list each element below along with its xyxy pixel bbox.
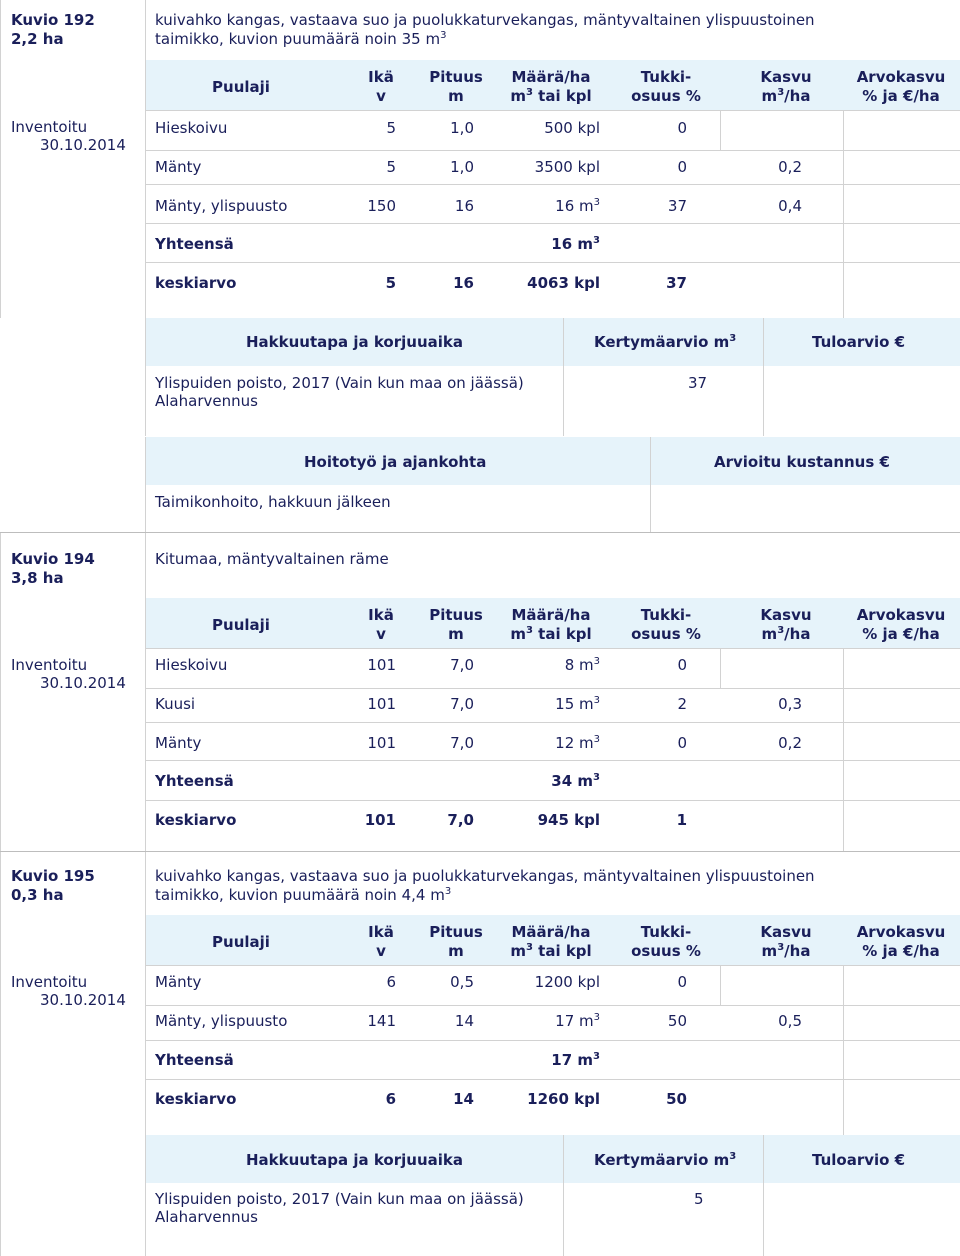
cut-method-line2: Alaharvennus: [155, 392, 258, 410]
kuvio-title: Kuvio 192: [11, 11, 95, 29]
cell-amount: 3500 kpl: [534, 158, 600, 176]
cell-species: Hieskoivu: [155, 119, 228, 137]
col-species: Puulaji: [212, 78, 270, 96]
cell-species: Kuusi: [155, 695, 196, 713]
cell-height: 16: [454, 197, 474, 215]
cut-header: Hakkuutapa ja korjuuaika: [246, 333, 463, 351]
cell-height: 1,0: [450, 119, 474, 137]
col-age: Ikä v: [368, 68, 394, 105]
average-label: keskiarvo: [155, 274, 237, 292]
kuvio-area: 2,2 ha: [11, 30, 64, 48]
col-age: Ikä v: [368, 606, 394, 643]
cut-header: Hakkuutapa ja korjuuaika: [246, 1151, 463, 1169]
average-height: 7,0: [447, 811, 474, 829]
average-share: 37: [666, 274, 687, 292]
average-age: 5: [385, 274, 396, 292]
cell-share: 0: [677, 973, 687, 991]
cut-plan-header: [146, 1135, 960, 1183]
cell-amount: 500 kpl: [544, 119, 600, 137]
average-age: 6: [385, 1090, 396, 1108]
average-amount: 4063 kpl: [527, 274, 600, 292]
col-height: Pituus m: [429, 923, 483, 960]
cell-age: 5: [386, 158, 396, 176]
cell-height: 1,0: [450, 158, 474, 176]
col-species: Puulaji: [212, 616, 270, 634]
kuvio-description: Kitumaa, mäntyvaltainen räme: [155, 550, 389, 568]
total-amount: 34 $m^3$: [551, 772, 600, 790]
cell-growth: 0,5: [778, 1012, 802, 1030]
income-header: Tuloarvio €: [812, 333, 906, 351]
cut-volume: 37: [688, 374, 708, 392]
average-height: 14: [453, 1090, 474, 1108]
cell-age: 101: [367, 695, 396, 713]
average-age: 101: [364, 811, 396, 829]
cell-species: Hieskoivu: [155, 656, 228, 674]
kuvio-area: 3,8 ha: [11, 569, 64, 587]
average-label: keskiarvo: [155, 1090, 237, 1108]
average-label: keskiarvo: [155, 811, 237, 829]
col-height: Pituus m: [429, 606, 483, 643]
inventory-date: 30.10.2014: [40, 991, 126, 1009]
average-amount: 1260 kpl: [527, 1090, 600, 1108]
kuvio-description-line2: taimikko, kuvion puumäärä noin 35 $m^3$: [155, 30, 447, 48]
cell-species: Mänty: [155, 973, 202, 991]
cell-species: Mänty, ylispuusto: [155, 197, 288, 215]
cell-height: 14: [454, 1012, 474, 1030]
care-task: Taimikonhoito, hakkuun jälkeen: [155, 493, 391, 511]
cell-age: 150: [367, 197, 396, 215]
cell-age: 5: [386, 119, 396, 137]
average-height: 16: [453, 274, 474, 292]
cell-species: Mänty: [155, 158, 202, 176]
col-value: Arvokasvu % ja €/ha: [856, 606, 946, 643]
cell-amount: 1200 kpl: [534, 973, 600, 991]
cell-growth: 0,4: [778, 197, 802, 215]
total-label: Yhteensä: [155, 1051, 234, 1069]
cell-height: 7,0: [450, 734, 474, 752]
average-amount: 945 kpl: [537, 811, 600, 829]
cut-method: Ylispuiden poisto, 2017 (Vain kun maa on jäässä): [155, 374, 524, 392]
col-growth: Kasvu $m^3/ha$: [760, 923, 812, 960]
kuvio-description: kuivahko kangas, vastaava suo ja puolukkaturvekangas, mäntyvaltainen ylispuustoinen: [155, 11, 815, 29]
inventory-date: 30.10.2014: [40, 674, 126, 692]
table-header: [146, 915, 960, 965]
cell-height: 7,0: [450, 656, 474, 674]
col-amount: Määrä/ha $m^3$ tai kpl: [510, 606, 592, 643]
cell-amount: 16 $m^3$: [555, 197, 600, 215]
cell-share: 0: [677, 119, 687, 137]
inventory-date: 30.10.2014: [40, 136, 126, 154]
cut-method-line2: Alaharvennus: [155, 1208, 258, 1226]
cell-share: 2: [677, 695, 687, 713]
inventory-label: Inventoitu: [11, 656, 88, 674]
col-share: Tukki- osuus %: [631, 68, 701, 105]
kuvio-title: Kuvio 194: [11, 550, 95, 568]
cell-share: 0: [677, 734, 687, 752]
cell-age: 101: [367, 656, 396, 674]
cut-volume: 5: [694, 1190, 704, 1208]
kuvio-area: 0,3 ha: [11, 886, 64, 904]
cell-amount: 15 $m^3$: [555, 695, 600, 713]
cell-age: 141: [367, 1012, 396, 1030]
cell-share: 0: [677, 158, 687, 176]
col-amount: Määrä/ha $m^3$ tai kpl: [510, 923, 592, 960]
cell-share: 0: [677, 656, 687, 674]
inventory-label: Inventoitu: [11, 118, 88, 136]
average-share: 50: [666, 1090, 687, 1108]
cell-growth: 0,2: [778, 734, 802, 752]
table-header: [146, 60, 960, 110]
cell-species: Mänty, ylispuusto: [155, 1012, 288, 1030]
col-value: Arvokasvu % ja €/ha: [856, 68, 946, 105]
inventory-label: Inventoitu: [11, 973, 88, 991]
cell-species: Mänty: [155, 734, 202, 752]
col-share: Tukki- osuus %: [631, 606, 701, 643]
volume-header: Kertymäarvio $m^3$: [594, 333, 737, 351]
kuvio-description-line2: taimikko, kuvion puumäärä noin 4,4 $m^3$: [155, 886, 452, 904]
col-age: Ikä v: [368, 923, 394, 960]
col-height: Pituus m: [429, 68, 483, 105]
kuvio-title: Kuvio 195: [11, 867, 95, 885]
table-header: [146, 598, 960, 648]
cell-amount: 12 $m^3$: [555, 734, 600, 752]
care-plan-header: [146, 437, 960, 485]
cell-age: 6: [386, 973, 396, 991]
kuvio-description: kuivahko kangas, vastaava suo ja puolukkaturvekangas, mäntyvaltainen ylispuustoinen: [155, 867, 815, 885]
cell-growth: 0,2: [778, 158, 802, 176]
col-species: Puulaji: [212, 933, 270, 951]
care-header: Hoitotyö ja ajankohta: [304, 453, 487, 471]
volume-header: Kertymäarvio $m^3$: [594, 1151, 737, 1169]
income-header: Tuloarvio €: [812, 1151, 906, 1169]
cell-height: 7,0: [450, 695, 474, 713]
col-value: Arvokasvu % ja €/ha: [856, 923, 946, 960]
cut-method: Ylispuiden poisto, 2017 (Vain kun maa on jäässä): [155, 1190, 524, 1208]
col-growth: Kasvu $m^3/ha$: [760, 606, 812, 643]
cell-growth: 0,3: [778, 695, 802, 713]
cost-header: Arvioitu kustannus €: [714, 453, 890, 471]
cell-height: 0,5: [450, 973, 474, 991]
cut-plan-header: [146, 318, 960, 366]
cell-share: 37: [667, 197, 687, 215]
cell-age: 101: [367, 734, 396, 752]
total-label: Yhteensä: [155, 235, 234, 253]
cell-share: 50: [667, 1012, 687, 1030]
cell-amount: 17 $m^3$: [555, 1012, 600, 1030]
col-amount: Määrä/ha $m^3$ tai kpl: [510, 68, 592, 105]
total-amount: 17 $m^3$: [551, 1051, 600, 1069]
col-share: Tukki- osuus %: [631, 923, 701, 960]
average-share: 1: [676, 811, 687, 829]
total-amount: 16 $m^3$: [551, 235, 600, 253]
total-label: Yhteensä: [155, 772, 234, 790]
col-growth: Kasvu $m^3/ha$: [760, 68, 812, 105]
cell-amount: 8 $m^3$: [564, 656, 600, 674]
